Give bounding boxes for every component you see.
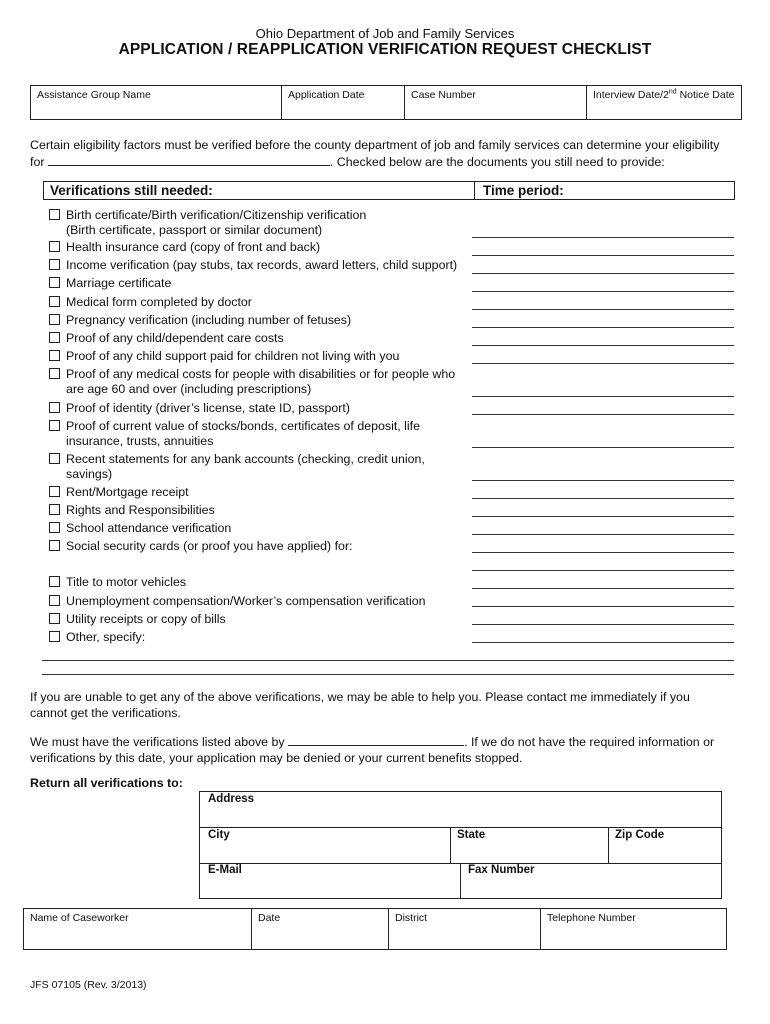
time-period-line[interactable] <box>472 396 734 397</box>
telephone-label: Telephone Number <box>547 912 636 924</box>
return-address-box <box>199 791 722 899</box>
assistance-group-name-label: Assistance Group Name <box>37 89 151 101</box>
verification-item-label: Proof of current value of stocks/bonds, certificates of deposit, life insurance, trusts, annuities <box>66 419 420 448</box>
time-period-line[interactable] <box>472 237 734 238</box>
assistance-group-name-field[interactable] <box>31 86 282 119</box>
verification-item-label: Proof of identity (driver’s license, state ID, passport) <box>66 401 350 415</box>
time-period-line[interactable] <box>472 606 734 607</box>
intro-line-2: . Checked below are the documents you still need to provide: <box>329 154 665 169</box>
verification-checkbox[interactable] <box>49 486 60 497</box>
verification-checkbox[interactable] <box>49 613 60 624</box>
time-period-line[interactable] <box>472 516 734 517</box>
time-period-line[interactable] <box>472 273 734 274</box>
verification-item-label: Rights and Responsibilities <box>66 503 215 517</box>
email-field[interactable]: E-Mail <box>208 864 242 876</box>
interview-date-label: Interview Date/2nd Notice Date <box>593 88 735 101</box>
list-divider-1 <box>42 660 734 661</box>
verification-checkbox[interactable] <box>49 420 60 431</box>
caseworker-name-field[interactable] <box>24 909 252 949</box>
verification-item-label: Other, specify: <box>66 630 146 644</box>
agency-name: Ohio Department of Job and Family Services <box>255 26 515 41</box>
verification-checkbox[interactable] <box>49 504 60 515</box>
verification-checkbox[interactable] <box>49 540 60 551</box>
intro-line-1: Certain eligibility factors must be verified before the county department of job and family services can determine your eligibility <box>30 138 720 152</box>
zip-code-field[interactable]: Zip Code <box>615 829 665 841</box>
caseworker-row <box>23 908 727 950</box>
verification-checkbox[interactable] <box>49 332 60 343</box>
verification-checkbox[interactable] <box>49 350 60 361</box>
caseworker-date-label: Date <box>258 912 281 924</box>
verification-checkbox[interactable] <box>49 453 60 464</box>
time-period-line[interactable] <box>472 447 734 448</box>
verification-item-label: Rent/Mortgage receipt <box>66 485 189 499</box>
verification-item-label: Marriage certificate <box>66 276 172 290</box>
time-period-line[interactable] <box>472 534 734 535</box>
case-number-field[interactable] <box>405 86 587 119</box>
verification-checkbox[interactable] <box>49 368 60 379</box>
verification-checkbox[interactable] <box>49 296 60 307</box>
verification-item-label: Proof of any child/dependent care costs <box>66 331 284 345</box>
time-period-line[interactable] <box>472 552 734 553</box>
help-text <box>30 690 750 721</box>
time-period-line[interactable] <box>472 345 734 346</box>
application-date-label: Application Date <box>288 89 365 101</box>
time-period-line[interactable] <box>472 570 734 571</box>
verification-checkbox[interactable] <box>49 631 60 642</box>
verification-checkbox[interactable] <box>49 576 60 587</box>
verification-checkbox[interactable] <box>49 595 60 606</box>
verification-item-label: Pregnancy verification (including number of fetuses) <box>66 313 352 327</box>
verification-item-label: Birth certificate/Birth verification/Citizenship verification (Birth certificate, passport or similar document) <box>66 208 367 237</box>
verification-item-label: Health insurance card (copy of front and back) <box>66 240 321 254</box>
verification-item-label: Title to motor vehicles <box>66 575 187 589</box>
interview-date-field[interactable] <box>587 86 741 119</box>
deadline-prefix: We must have the verifications listed above by <box>30 735 285 749</box>
verification-item-label: Medical form completed by doctor <box>66 295 252 309</box>
deadline-date-blank[interactable] <box>288 734 464 746</box>
verification-checkbox[interactable] <box>49 259 60 270</box>
verification-item-label: Proof of any child support paid for children not living with you <box>66 349 400 363</box>
top-fields-row <box>30 85 742 120</box>
verification-checkbox[interactable] <box>49 277 60 288</box>
time-period-line[interactable] <box>472 309 734 310</box>
verification-checkbox[interactable] <box>49 522 60 533</box>
form-title: APPLICATION / REAPPLICATION VERIFICATION REQUEST CHECKLIST <box>118 41 652 58</box>
city-field[interactable]: City <box>208 829 230 841</box>
return-label: Return all verifications to: <box>30 776 183 790</box>
deadline-text <box>30 734 750 766</box>
form-number: JFS 07105 (Rev. 3/2013) <box>30 979 147 991</box>
help-line-1: If you are unable to get any of the above verifications, we may be able to help you. Please contact me immediately if you <box>30 690 690 704</box>
verification-checkbox[interactable] <box>49 402 60 413</box>
verification-checkbox[interactable] <box>49 241 60 252</box>
deadline-line-2: verifications by this date, your application may be denied or your current benefits stopped. <box>30 750 523 765</box>
verification-item-label: Recent statements for any bank accounts (checking, credit union, savings) <box>66 452 425 481</box>
verification-checkbox[interactable] <box>49 314 60 325</box>
address-field[interactable]: Address <box>208 793 255 805</box>
state-field[interactable]: State <box>457 829 486 841</box>
time-period-line[interactable] <box>472 327 734 328</box>
time-period-line[interactable] <box>472 642 734 643</box>
intro-for: for <box>30 154 45 169</box>
verification-item-label: Social security cards (or proof you have applied) for: <box>66 539 353 553</box>
case-number-label: Case Number <box>411 89 476 101</box>
time-period-line[interactable] <box>472 624 734 625</box>
caseworker-name-label: Name of Caseworker <box>30 912 129 924</box>
verification-item-label: Income verification (pay stubs, tax records, award letters, child support) <box>66 258 458 272</box>
list-divider-2 <box>42 674 734 675</box>
verifications-needed-heading: Verifications still needed: <box>44 182 475 199</box>
time-period-line[interactable] <box>472 480 734 481</box>
help-line-2: cannot get the verifications. <box>30 705 181 720</box>
verifications-header <box>43 181 735 200</box>
time-period-line[interactable] <box>472 291 734 292</box>
verification-item-label: Unemployment compensation/Worker’s compensation verification <box>66 594 426 608</box>
time-period-line[interactable] <box>472 255 734 256</box>
verification-item-label: School attendance verification <box>66 521 232 535</box>
deadline-suffix: . If we do not have the required information or <box>464 735 715 749</box>
district-label: District <box>395 912 428 924</box>
intro-text <box>30 138 750 170</box>
fax-number-field[interactable]: Fax Number <box>468 864 535 876</box>
verification-checkbox[interactable] <box>49 209 60 220</box>
time-period-line[interactable] <box>472 363 734 364</box>
time-period-line[interactable] <box>472 588 734 589</box>
caseworker-date-field[interactable] <box>252 909 389 949</box>
district-field[interactable] <box>389 909 541 949</box>
application-date-field[interactable] <box>282 86 405 119</box>
time-period-heading: Time period: <box>483 183 564 198</box>
time-period-line[interactable] <box>472 414 734 415</box>
verification-item-label: Utility receipts or copy of bills <box>66 612 226 626</box>
eligibility-program-blank[interactable] <box>48 154 330 166</box>
verification-item-label: Proof of any medical costs for people with disabilities or for people who are age 60 and over (including prescriptions) <box>66 367 456 396</box>
telephone-field[interactable] <box>541 909 726 949</box>
time-period-line[interactable] <box>472 498 734 499</box>
